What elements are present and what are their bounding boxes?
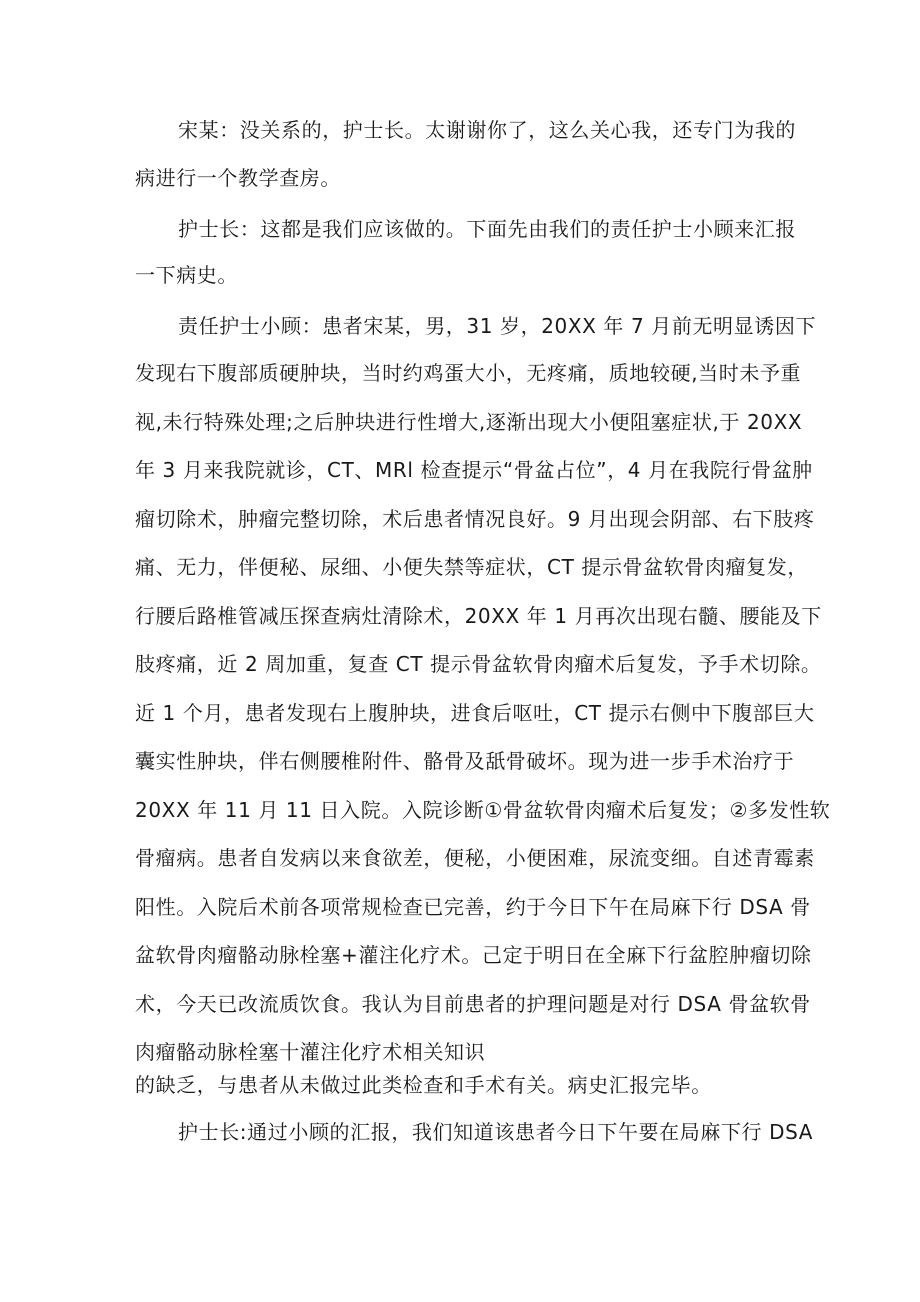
- text-line: 视,未行特殊处理;之后肿块进行性增大,逐渐出现大小便阻塞症状,于 20XX: [135, 410, 803, 434]
- text-line: 年 3 月来我院就诊，CT、MRl 检查提示“骨盆占位”，4 月在我院行骨盆肿: [135, 458, 813, 482]
- text-line: 发现右下腹部质硬肿块，当时约鸡蛋大小，无疼痛，质地较硬,当时未予重: [135, 361, 802, 385]
- text-line: 肢疼痛，近 2 周加重，复查 CT 提示骨盆软骨肉瘤术后复发，予手术切除。: [135, 652, 822, 676]
- text-line: 骨瘤病。患者自发病以来食欲差，便秘，小便困难，尿流变细。自述青霉素: [135, 846, 815, 870]
- text-line: 囊实性肿块，伴右侧腰椎附件、骼骨及舐骨破坏。现为进一步手术治疗于: [135, 749, 795, 773]
- text-line: 责任护士小顾：患者宋某，男，31 岁，20XX 年 7 月前无明显诱因下: [178, 314, 817, 338]
- text-line: 一下病史。: [135, 263, 238, 287]
- text-line: 行腰后路椎管减压探查病灶清除术，20XX 年 1 月再次出现右髓、腰能及下: [135, 604, 822, 628]
- text-line: 病进行一个教学查房。: [135, 166, 341, 190]
- text-line: 痛、无力，伴便秘、尿细、小便失禁等症状，CT 提示骨盆软骨肉瘤复发，: [135, 555, 808, 579]
- text-line: 宋某：没关系的，护士长。太谢谢你了，这么关心我，还专门为我的: [178, 118, 796, 142]
- text-line: 护士长:通过小顾的汇报，我们知道该患者今日下午要在局麻下行 DSA: [178, 1120, 814, 1144]
- text-line: 瘤切除术，肿瘤完整切除，术后患者情况良好。9 月出现会阴部、右下肢疼: [135, 507, 815, 531]
- text-line: 术，今天已改流质饮食。我认为目前患者的护理问题是对行 DSA 骨盆软骨: [135, 992, 811, 1016]
- text-line: 的缺乏，与患者从未做过此类检查和手术有关。病史汇报完毕。: [135, 1073, 712, 1097]
- text-line: 盆软骨肉瘤骼动脉栓塞+灌注化疗术。己定于明日在全麻下行盆腔肿瘤切除: [135, 943, 812, 967]
- text-line: 近 1 个月，患者发现右上腹肿块，进食后呕吐，CT 提示右侧中下腹部巨大: [135, 701, 815, 725]
- text-line: 护士长：这都是我们应该做的。下面先由我们的责任护士小顾来汇报: [178, 217, 796, 241]
- text-line: 20XX 年 11 月 11 日入院。入院诊断①骨盆软骨肉瘤术后复发；②多发性软: [135, 798, 831, 822]
- text-line: 肉瘤骼动脉栓塞十灌注化疗术相关知识: [135, 1040, 486, 1064]
- text-line: 阳性。入院后术前各项常规检查已完善，约于今日下午在局麻下行 DSA 骨: [135, 895, 811, 919]
